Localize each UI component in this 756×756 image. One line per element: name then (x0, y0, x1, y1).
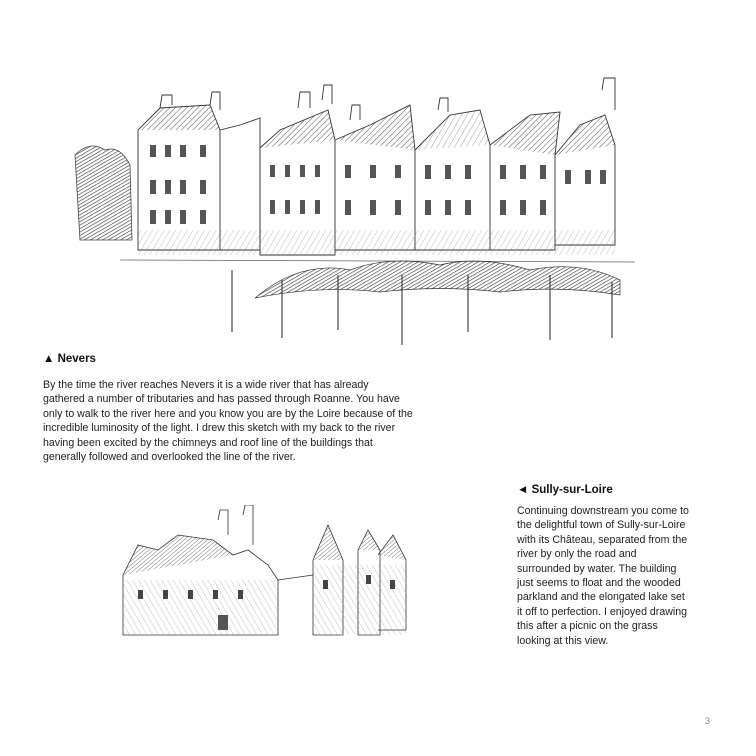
sully-caption-body: Continuing downstream you come to the delightful town of Sully-sur-Loire with its Château, separated from the river by only the road and surrounded by water. The building just seems to float and the wooded parkland and the elongated lake set it off to perfection. I enjoyed drawing this after a picnic on the grass looking at this view. (517, 505, 689, 647)
nevers-sketch-illustration (60, 70, 640, 355)
nevers-caption-title: ▲ Nevers (43, 353, 96, 365)
nevers-caption-body: By the time the river reaches Nevers it is a wide river that has already gathered a number of tributaries and has passed through Roanne. You have only to walk to the river here and you know you are by the Loire because of the incredible luminosity of the light. I drew this sketch with my back to the river having been excited by the chimneys and roof line of the buildings that generally followed and overlooked the line of the river. (43, 379, 413, 464)
sully-caption-title: ◄ Sully-sur-Loire (517, 484, 613, 496)
page-number: 3 (704, 716, 710, 726)
sully-sketch-illustration (118, 505, 418, 655)
